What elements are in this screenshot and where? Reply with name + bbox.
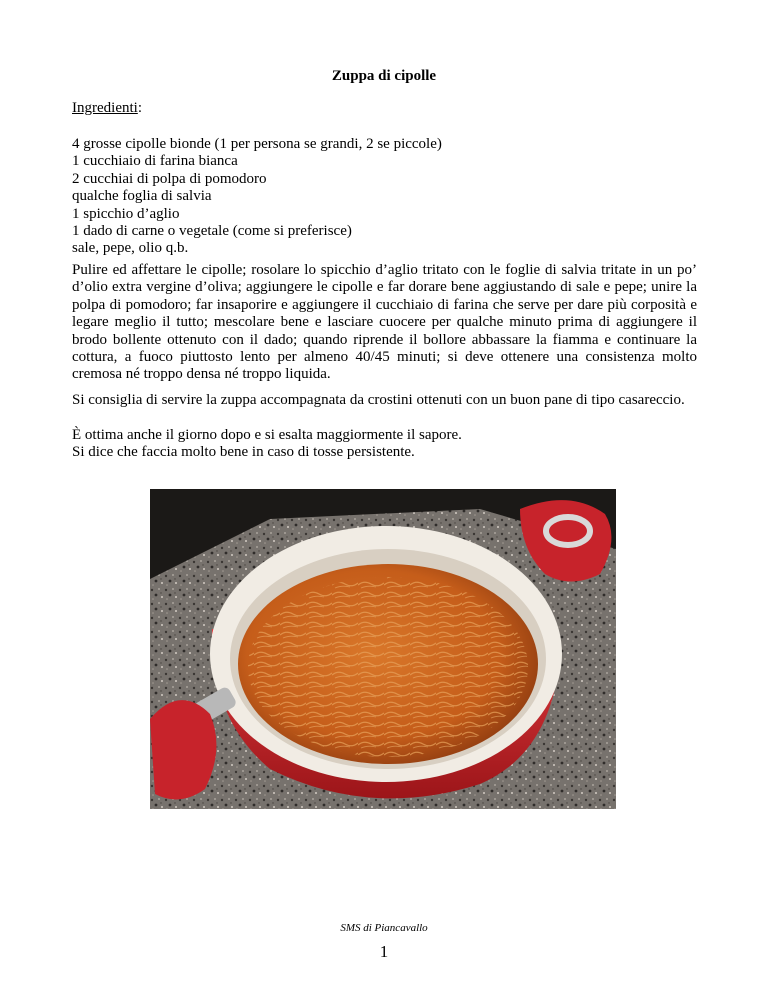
ingredients-heading-label: Ingredienti	[72, 100, 138, 116]
page-number: 1	[379, 942, 389, 961]
left-pan-handle	[150, 700, 216, 799]
ingredient-item: qualche foglia di salvia	[72, 188, 212, 205]
footer-organization: SMS di Piancavallo	[340, 922, 428, 934]
ingredient-item: 2 cucchiai di polpa di pomodoro	[72, 170, 267, 187]
next-day-note: È ottima anche il giorno dopo e si esalta maggiormente il sapore.	[72, 427, 462, 443]
ingredients-heading	[72, 100, 142, 117]
ingredient-item: 1 cucchiaio di farina bianca	[72, 153, 238, 170]
soup-pan-photo	[150, 489, 616, 809]
recipe-title: Zuppa di cipolle	[331, 68, 437, 84]
ingredients-heading-colon: :	[137, 100, 142, 116]
ingredient-item: 1 spicchio d’aglio	[72, 205, 180, 222]
onion-strands	[248, 577, 528, 757]
ingredient-item: 4 grosse cipolle bionde (1 per persona se grandi, 2 se piccole)	[72, 136, 442, 152]
ingredients-list	[72, 136, 442, 258]
method-paragraph: Pulire ed affettare le cipolle; rosolare lo spicchio d’aglio tritato con le foglie di salvia tritate in un po’ d’olio extra vergine d’oliva; aggiungere le cipolle e far dorare bene aggiustando di sale e pepe; unire la polpa di pomodoro; far insaporire e aggiungere il cucchiaio di farina che serve per dare più corposità e legare meglio il tutto; mescolare bene e lasciare cuocere per qualche minuto prima di aggiungere il brodo bollente ottenuto con il dado; quando riprende il bollore abbassare la fiamma e continuare la cottura, a fuoco piuttosto lento per almeno 40/45 minuti; si deve ottenere una consistenza molto cremosa né troppo densa né troppo liquida.	[72, 262, 697, 383]
ingredient-item: 1 dado di carne o vegetale (come si preferisce)	[72, 223, 352, 240]
serving-tip: Si consiglia di servire la zuppa accompagnata da crostini ottenuti con un buon pane di tipo casareccio.	[72, 392, 685, 408]
health-note: Si dice che faccia molto bene in caso di tosse persistente.	[72, 444, 415, 460]
ingredient-item: sale, pepe, olio q.b.	[72, 240, 189, 257]
